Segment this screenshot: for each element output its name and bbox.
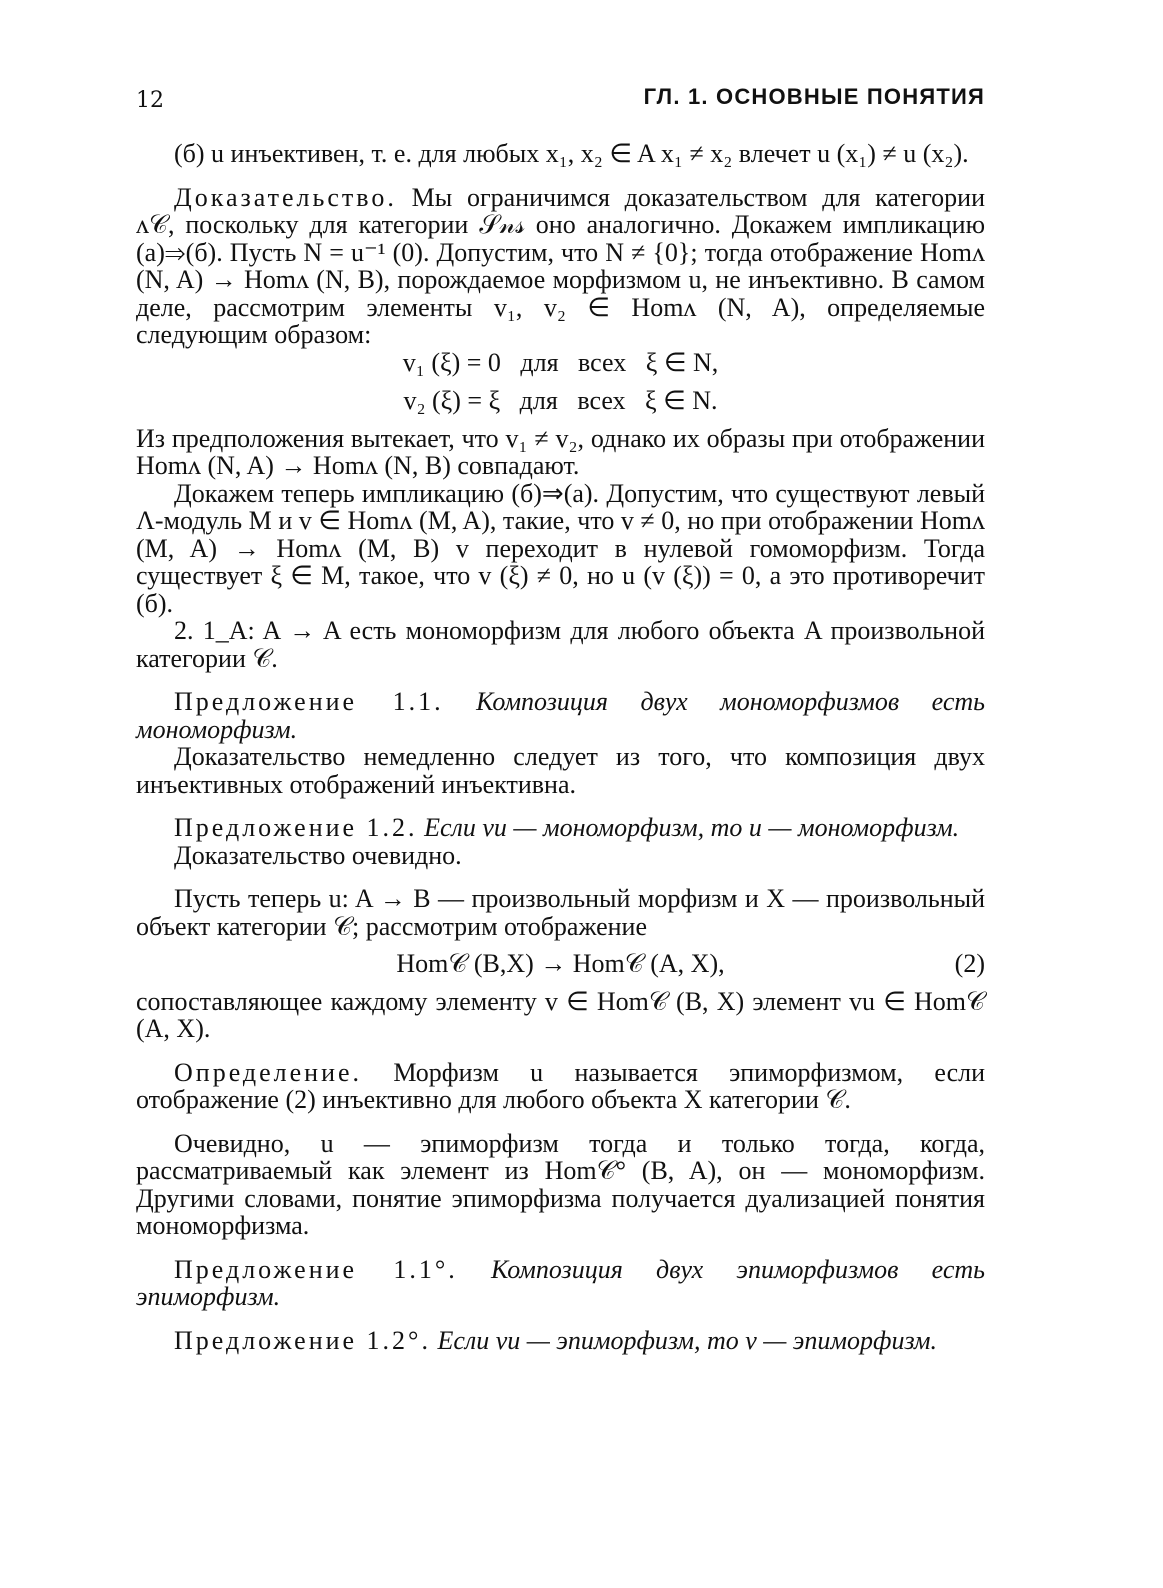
proposition-1-2-dual-text: Если vu — эпиморфизм, то v — эпиморфизм. (437, 1325, 938, 1355)
formula-v1-text: v₁ (ξ) = 0 для всех ξ ∈ N, (402, 347, 719, 377)
definition-text: Морфизм u называется эпиморфизмом, если отображение (2) инъективно для любого объекта X категории 𝒞. (136, 1057, 986, 1114)
paragraph-identity: 2. 1_A: A → A есть мономорфизм для любого объекта A произвольной категории 𝒞. (136, 616, 985, 673)
formula-2-text: Hom𝒞 (B,X) → Hom𝒞 (A, X), (396, 949, 725, 978)
proposition-1-2-dual-label: Предложение 1.2°. (174, 1325, 431, 1355)
page-header (136, 82, 985, 116)
proposition-1-2-label: Предложение 1.2. (174, 813, 418, 842)
proposition-1-1-label: Предложение 1.1. (174, 687, 444, 716)
page-body (136, 140, 985, 1354)
page-number: 12 (136, 88, 164, 113)
paragraph-composition-proof: Доказательство немедленно следует из того, что композиция двух инъективных отображений инъективна. (136, 742, 985, 799)
paragraph-duality: Очевидно, u — эпиморфизм тогда и только тогда, когда, рассматриваемый как элемент из Hom𝒞° (B, A), он — мономорфизм. Другими словами, понятие эпиморфизма получается дуализацией понятия мономорфизма. (136, 1128, 985, 1240)
proposition-1-1 (136, 688, 985, 743)
proposition-1-1-text: Композиция двух мономорфизмов есть мономорфизм. (136, 687, 986, 744)
paragraph-mapping: сопоставляющее каждому элементу v ∈ Hom𝒞 (B, X) элемент vu ∈ Hom𝒞 (A, X). (136, 986, 985, 1043)
proposition-1-2-text: Если vu — мономорфизм, то u — мономорфизм. (424, 813, 960, 842)
proposition-1-1-dual (136, 1256, 985, 1311)
proposition-1-2-dual (136, 1327, 985, 1355)
formula-v2-text: v₂ (ξ) = ξ для всех ξ ∈ N. (403, 386, 718, 415)
paragraph-images-coincide: Из предположения вытекает, что v₁ ≠ v₂, однако их образы при отображении Homᴧ (N, A) → Homᴧ (N, B) совпадают. (136, 423, 985, 480)
formula-2 (136, 950, 985, 978)
definition-label: Определение. (174, 1057, 363, 1087)
formula-2-number: (2) (954, 949, 985, 978)
running-title: ГЛ. 1. ОСНОВНЫЕ ПОНЯТИЯ (643, 84, 985, 109)
formula-v1 (136, 349, 985, 377)
proof-text: Мы ограничимся доказательством для категории ᴧ𝒞, поскольку для категории 𝒮𝓃𝓈 оно аналогично. Докажем импликацию (а)⇒(б). Пусть N = u⁻¹ (0). Допустим, что N ≠ {0}; тогда отображение Homᴧ (N, A) → Homᴧ (N, B), порождаемое морфизмом u, не инъективно. В самом деле, рассмотрим элементы v₁, v₂ ∈ Homᴧ (N, A), определяемые следующим образом: (136, 182, 986, 349)
definition-epimorphism (136, 1059, 985, 1114)
proof-label: Доказательство. (174, 182, 397, 212)
paragraph-converse: Докажем теперь импликацию (б)⇒(а). Допустим, что существуют левый Λ-модуль M и v ∈ Homᴧ (M, A), такие, что v ≠ 0, но при отображении Homᴧ (M, A) → Homᴧ (M, B) v переходит в нулевой гомоморфизм. Тогда существует ξ ∈ M, такое, что v (ξ) ≠ 0, но u (v (ξ)) = 0, а это противоречит (б). (136, 478, 985, 618)
paragraph-arbitrary-morphism: Пусть теперь u: A → B — произвольный морфизм и X — произвольный объект категории 𝒞; рассмотрим отображение (136, 884, 985, 941)
proposition-1-1-dual-label: Предложение 1.1°. (174, 1254, 458, 1284)
paragraph-obvious: Доказательство очевидно. (174, 840, 462, 870)
proposition-1-2 (136, 814, 985, 842)
paragraph-proof (136, 184, 985, 349)
proposition-1-1-dual-text: Композиция двух эпиморфизмов есть эпиморфизм. (136, 1254, 985, 1311)
formula-v2 (136, 387, 985, 415)
paragraph-injective: (б) u инъективен, т. е. для любых x₁, x₂ ∈ A x₁ ≠ x₂ влечет u (x₁) ≠ u (x₂). (174, 139, 969, 168)
